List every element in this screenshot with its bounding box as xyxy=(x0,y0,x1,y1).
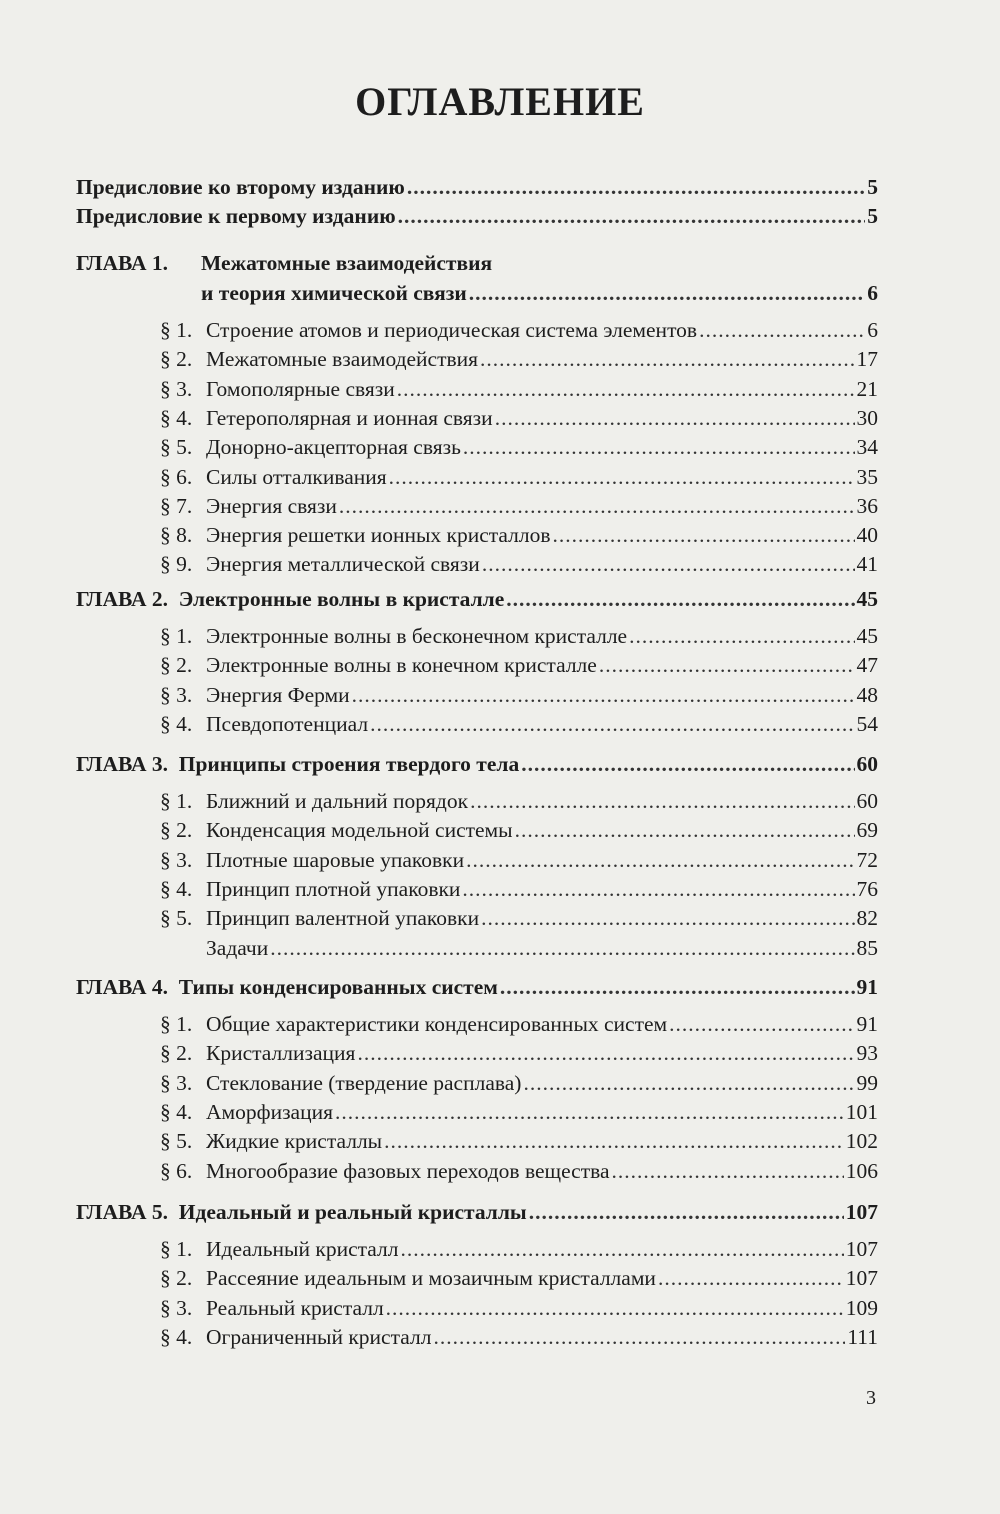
section-title: Общие характеристики конденсированных систем xyxy=(206,1012,668,1036)
chapter-entry[interactable] xyxy=(76,1198,878,1226)
section-title: Реальный кристалл xyxy=(206,1295,384,1320)
chapter-label: ГЛАВА 4. xyxy=(76,975,179,999)
section-number: § 3. xyxy=(160,847,193,872)
section-entry[interactable] xyxy=(160,1157,878,1185)
section-number: § 4. xyxy=(160,711,193,736)
entry-page: 60 xyxy=(856,752,878,776)
section-title: Энергия Ферми xyxy=(206,682,350,707)
section-number: § 3. xyxy=(160,1295,193,1320)
section-title: Энергия связи xyxy=(206,493,337,518)
entry-title xyxy=(76,173,405,201)
entry-title xyxy=(160,550,480,578)
dot-leader xyxy=(433,1323,845,1351)
section-title: Межатомные взаимодействия xyxy=(206,347,479,372)
chapter-label: ГЛАВА 2. xyxy=(76,587,179,611)
section-title: Ближний и дальний порядок xyxy=(206,789,469,813)
dot-leader xyxy=(386,1294,844,1322)
page-number: 3 xyxy=(866,1387,876,1409)
dot-leader xyxy=(335,1098,844,1126)
dot-leader xyxy=(521,750,854,778)
entry-page: 69 xyxy=(856,818,878,843)
section-number: § 3. xyxy=(160,376,193,401)
section-title: Принцип плотной упаковки xyxy=(206,876,461,901)
section-number: § 7. xyxy=(160,493,193,518)
section-entry[interactable] xyxy=(160,463,878,491)
entry-title xyxy=(160,1264,656,1292)
entry-title xyxy=(160,521,551,549)
chapter-entry[interactable] xyxy=(76,973,878,1001)
section-entry[interactable] xyxy=(160,1127,878,1155)
entry-title xyxy=(160,651,597,679)
entry-title xyxy=(160,1323,431,1351)
dot-leader xyxy=(658,1264,844,1292)
dot-leader xyxy=(529,1198,844,1226)
section-title: Рассеяние идеальным и мозаичным кристаллами xyxy=(206,1266,656,1291)
entry-title xyxy=(160,433,461,461)
chapter-entry[interactable] xyxy=(76,585,878,613)
section-entry[interactable] xyxy=(160,1294,878,1322)
entry-page: 40 xyxy=(856,523,878,548)
section-title: Энергия металлической связи xyxy=(206,552,480,577)
entry-page: 76 xyxy=(856,876,878,901)
entry-title xyxy=(160,846,464,874)
entry-page: 107 xyxy=(845,1266,878,1291)
section-title: Ограниченный кристалл xyxy=(206,1324,432,1349)
section-title: Идеальный кристалл xyxy=(206,1237,399,1261)
dot-leader xyxy=(481,904,854,932)
section-entry[interactable] xyxy=(160,1323,878,1351)
entry-title xyxy=(160,316,697,344)
entry-page: 85 xyxy=(856,935,878,960)
section-entry[interactable] xyxy=(160,710,878,738)
entry-page: 5 xyxy=(867,175,878,199)
section-title: Конденсация модельной системы xyxy=(206,818,513,843)
section-number: § 1. xyxy=(160,318,193,342)
section-entry[interactable] xyxy=(160,1098,878,1126)
dot-leader xyxy=(339,492,855,520)
preface-title: Предисловие к первому изданию xyxy=(76,204,396,228)
entry-title xyxy=(160,1039,355,1067)
section-title: Кристаллизация xyxy=(206,1041,356,1066)
entry-title xyxy=(160,1127,382,1155)
dot-leader xyxy=(553,521,855,549)
dot-leader xyxy=(270,934,854,962)
entry-page: 109 xyxy=(845,1295,878,1320)
entry-page: 106 xyxy=(845,1158,878,1183)
entry-page: 35 xyxy=(856,464,878,489)
section-title: Электронные волны в бесконечном кристалле xyxy=(206,624,628,648)
dot-leader xyxy=(462,875,854,903)
section-number: § 2. xyxy=(160,653,193,678)
chapter-entry[interactable] xyxy=(76,750,878,778)
section-entry[interactable] xyxy=(160,1039,878,1067)
section-entry[interactable] xyxy=(160,404,878,432)
section-title: Энергия решетки ионных кристаллов xyxy=(206,523,551,548)
dot-leader xyxy=(466,846,854,874)
section-number: § 4. xyxy=(160,1324,193,1349)
entry-page: 91 xyxy=(856,1012,878,1036)
entry-title xyxy=(160,375,395,403)
chapter-label: ГЛАВА 3. xyxy=(76,752,179,776)
entry-page: 111 xyxy=(847,1324,878,1349)
section-entry[interactable] xyxy=(160,934,878,962)
dot-leader xyxy=(389,463,855,491)
section-title: Плотные шаровые упаковки xyxy=(206,847,465,872)
chapter-title: Типы конденсированных систем xyxy=(178,975,498,999)
dot-leader xyxy=(470,787,854,815)
chapter-title: Межатомные взаимодействия xyxy=(201,251,493,275)
entry-title xyxy=(201,279,467,307)
section-title: Аморфизация xyxy=(206,1099,334,1124)
section-number: § 1. xyxy=(160,624,193,648)
section-number: § 4. xyxy=(160,1099,193,1124)
section-number: § 1. xyxy=(160,1012,193,1036)
entry-page: 60 xyxy=(856,789,878,813)
section-title: Гетерополярная и ионная связи xyxy=(206,405,493,430)
chapter-heading-line xyxy=(76,249,492,277)
section-title: Донорно-акцепторная связь xyxy=(206,435,461,460)
preface-entry[interactable] xyxy=(76,173,878,201)
dot-leader xyxy=(506,585,854,613)
section-entry[interactable] xyxy=(160,846,878,874)
section-entry[interactable] xyxy=(160,492,878,520)
chapter-entry[interactable] xyxy=(201,279,878,307)
entry-page: 21 xyxy=(856,376,878,401)
entry-title xyxy=(160,1069,521,1097)
entry-title xyxy=(160,934,268,962)
entry-page: 34 xyxy=(856,435,878,460)
entry-page: 48 xyxy=(856,682,878,707)
entry-title xyxy=(160,904,479,932)
section-number: § 5. xyxy=(160,1129,193,1154)
section-number: § 9. xyxy=(160,552,193,577)
entry-page: 45 xyxy=(856,587,878,611)
dot-leader xyxy=(397,375,855,403)
section-title: Принцип валентной упаковки xyxy=(206,906,480,931)
section-title: Жидкие кристаллы xyxy=(206,1129,383,1154)
dot-leader xyxy=(463,433,855,461)
dot-leader xyxy=(629,622,854,650)
entry-page: 99 xyxy=(856,1070,878,1095)
entry-title xyxy=(160,816,513,844)
section-title: Псевдопотенциал xyxy=(206,711,369,736)
entry-title xyxy=(160,1098,333,1126)
entry-title xyxy=(160,681,350,709)
entry-title xyxy=(160,1235,398,1263)
section-entry[interactable] xyxy=(160,1235,878,1263)
entry-page: 47 xyxy=(856,653,878,678)
section-number: § 1. xyxy=(160,1237,193,1261)
entry-title xyxy=(160,492,337,520)
entry-page: 91 xyxy=(856,975,878,999)
section-number: § 5. xyxy=(160,906,193,931)
section-entry[interactable] xyxy=(160,345,878,373)
section-entry[interactable] xyxy=(160,904,878,932)
section-entry[interactable] xyxy=(160,816,878,844)
chapter-label: ГЛАВА 5. xyxy=(76,1200,179,1224)
entry-page: 30 xyxy=(856,405,878,430)
entry-page: 6 xyxy=(867,318,878,342)
entry-page: 17 xyxy=(856,347,878,372)
dot-leader xyxy=(515,816,855,844)
chapter-title-continued: и теория химической связи xyxy=(201,281,467,305)
entry-title xyxy=(160,404,493,432)
section-number: § 1. xyxy=(160,789,193,813)
entry-title xyxy=(76,973,498,1001)
entry-title xyxy=(160,345,478,373)
dot-leader xyxy=(384,1127,844,1155)
entry-page: 36 xyxy=(856,493,878,518)
dot-leader xyxy=(482,550,855,578)
section-entry[interactable] xyxy=(160,1010,878,1038)
entry-title xyxy=(160,787,468,815)
entry-title xyxy=(160,875,460,903)
section-entry[interactable] xyxy=(160,316,878,344)
entry-title xyxy=(76,1198,527,1226)
section-title: Многообразие фазовых переходов вещества xyxy=(206,1158,610,1183)
entry-page: 72 xyxy=(856,847,878,872)
entry-title xyxy=(160,1294,384,1322)
dot-leader xyxy=(407,173,865,201)
section-number: § 4. xyxy=(160,876,193,901)
dot-leader xyxy=(495,404,855,432)
entry-title xyxy=(160,463,387,491)
section-entry[interactable] xyxy=(160,651,878,679)
section-number: § 3. xyxy=(160,682,193,707)
section-title: Гомополярные связи xyxy=(206,376,395,401)
entry-page: 93 xyxy=(856,1041,878,1066)
entry-title xyxy=(160,1157,610,1185)
dot-leader xyxy=(500,973,855,1001)
chapter-title: Принципы строения твердого тела xyxy=(178,752,520,776)
entry-title xyxy=(76,202,396,230)
dot-leader xyxy=(612,1157,844,1185)
chapter-label: ГЛАВА 1. xyxy=(76,251,168,275)
section-entry[interactable] xyxy=(160,375,878,403)
entry-title xyxy=(76,585,504,613)
entry-page: 6 xyxy=(867,281,878,305)
entry-title xyxy=(160,1010,667,1038)
entry-title xyxy=(76,750,519,778)
entry-page: 107 xyxy=(845,1200,878,1224)
dot-leader xyxy=(480,345,854,373)
dot-leader xyxy=(599,651,855,679)
dot-leader xyxy=(523,1069,854,1097)
dot-leader xyxy=(357,1039,854,1067)
section-entry[interactable] xyxy=(160,550,878,578)
section-title: Задачи xyxy=(206,935,269,960)
section-title: Электронные волны в конечном кристалле xyxy=(206,653,597,678)
section-number: § 6. xyxy=(160,1158,193,1183)
section-title: Силы отталкивания xyxy=(206,464,387,489)
entry-page: 107 xyxy=(845,1237,878,1261)
entry-page: 82 xyxy=(856,906,878,931)
entry-page: 45 xyxy=(856,624,878,648)
entry-page: 101 xyxy=(845,1099,878,1124)
section-number: § 6. xyxy=(160,464,193,489)
chapter-title: Идеальный и реальный кристаллы xyxy=(178,1200,527,1224)
entry-page: 54 xyxy=(856,711,878,736)
dot-leader xyxy=(398,202,866,230)
section-number: § 2. xyxy=(160,1041,193,1066)
preface-entry[interactable] xyxy=(76,202,878,230)
section-number: § 2. xyxy=(160,818,193,843)
section-number: § 3. xyxy=(160,1070,193,1095)
section-entry[interactable] xyxy=(160,622,878,650)
section-entry[interactable] xyxy=(160,681,878,709)
dot-leader xyxy=(352,681,855,709)
section-title: Строение атомов и периодическая система элементов xyxy=(206,318,698,342)
entry-page: 102 xyxy=(845,1129,878,1154)
section-entry[interactable] xyxy=(160,875,878,903)
section-number: § 2. xyxy=(160,347,193,372)
dot-leader xyxy=(699,316,865,344)
section-entry[interactable] xyxy=(160,1069,878,1097)
entry-page: 5 xyxy=(867,204,878,228)
page-title: ОГЛАВЛЕНИЕ xyxy=(355,79,645,124)
section-number: § 2. xyxy=(160,1266,193,1291)
section-title: Стеклование (твердение расплава) xyxy=(206,1070,522,1095)
dot-leader xyxy=(400,1235,843,1263)
section-number: § 4. xyxy=(160,405,193,430)
section-number: § 5. xyxy=(160,435,193,460)
dot-leader xyxy=(370,710,854,738)
section-entry[interactable] xyxy=(160,521,878,549)
chapter-title: Электронные волны в кристалле xyxy=(178,587,505,611)
dot-leader xyxy=(469,279,865,307)
section-entry[interactable] xyxy=(160,787,878,815)
entry-title xyxy=(160,622,627,650)
section-entry[interactable] xyxy=(160,433,878,461)
dot-leader xyxy=(669,1010,854,1038)
entry-page: 41 xyxy=(856,552,878,577)
section-number: § 8. xyxy=(160,523,193,548)
entry-title xyxy=(160,710,368,738)
section-entry[interactable] xyxy=(160,1264,878,1292)
preface-title: Предисловие ко второму изданию xyxy=(76,175,405,199)
